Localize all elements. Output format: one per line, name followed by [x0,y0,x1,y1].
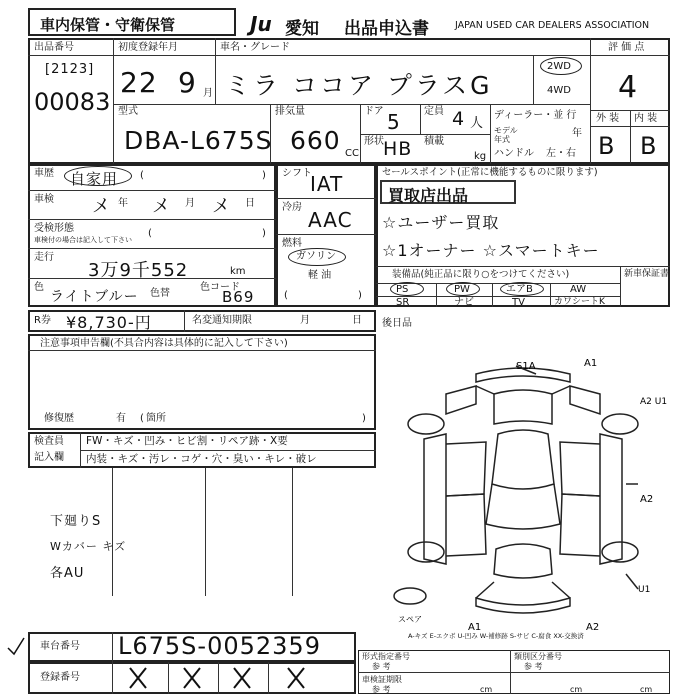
shape-label: 形状 [364,136,384,147]
rear-glass [494,544,552,578]
equip-pw: PW [454,284,470,295]
shift-label: シフト [282,168,312,179]
history-value: 自家用 [70,170,119,188]
model-code: DBA-L675S [124,126,273,155]
color-value: ライトブルー [50,289,139,305]
sales-point-1: ☆ユーザー買取 [382,213,500,232]
cm-unit-1: cm [480,685,493,694]
repair-place: 箇所 [146,413,166,424]
displacement-value: 660 [290,126,341,155]
recycle-value: ¥8,730-円 [66,313,152,332]
sales-point-label: セールスポイント(正常に機能するものに限ります) [382,167,598,178]
interior-label: 内 装 [634,113,658,124]
inspection-month-label: 月 [185,198,195,209]
repair-label: 修復歴 [44,413,74,424]
fuel-label: 燃料 [282,238,302,249]
displacement-label: 排気量 [275,106,305,117]
wheel-front-left [408,414,444,434]
km-unit: km [230,266,246,277]
cert-label: 車検証期限 [362,675,402,684]
doors-label: ドア [364,106,384,117]
diagram-a2-side: A2 [640,494,654,505]
inspection-month-mark: メ [152,196,171,217]
chassis-no-label: 車台番号 [40,641,80,652]
equip-card-key: カワシートK [554,297,605,307]
recycle-label: R券 [34,315,51,326]
reg-month: 9 [178,66,197,99]
exterior-grade: B [598,132,616,160]
diagram-u1: U1 [638,585,651,595]
interior-grade: B [640,132,658,160]
drive-4wd: 4WD [547,85,571,96]
cm-unit-2: cm [570,685,583,694]
rear-bumper [476,598,570,613]
diagram-a1-top: A1 [584,358,598,369]
reception-note: 車検付の場合は記入して下さい [34,236,132,244]
lot-bracket: [2123] [45,62,95,77]
inspection-year-mark: メ [92,196,111,217]
equip-tv: TV [512,297,525,308]
repair-yes: 有 [116,413,126,424]
ju-logo-mark: Ju [250,12,272,36]
lot-number: 00083 [34,88,111,116]
capacity-value: 4 [452,108,466,130]
spare-label: スペア [398,615,422,624]
load-label: 積載 [424,136,444,147]
defect-line-3: 各AU [50,566,85,581]
capacity-label: 定員 [424,106,444,117]
cooling-value: AAC [308,208,353,232]
name-change-day: 日 [352,315,362,326]
color-label: 色 [34,282,44,293]
damage-legend: A-キズ E-エクボ U-凹み W-補修跡 S-サビ C-腐食 XX-交換済 [408,632,584,640]
handle-options: 左・右 [546,148,576,159]
year-type-label: 年式 [494,135,510,144]
defect-line-2: Wカバー キズ [50,540,127,553]
shape-code-label: 形式指定番号 [362,652,410,661]
fuel-paren: ( [284,290,288,301]
spare-tire [394,588,426,604]
name-change-month: 月 [300,315,310,326]
defect-line-1: 下廻りS [50,514,102,529]
rating-value: 4 [618,70,639,105]
reg-month-suffix: 月 [203,88,213,99]
doors-value: 5 [387,110,401,134]
class-code-label: 類別区分番号 [514,652,562,661]
car-name: ミラ ココア プラスG [225,71,493,100]
equip-airbag-circle [500,282,544,296]
equip-airbag: エアB [506,284,533,295]
ref-label-3: 参 考 [372,685,391,694]
model-code-label: 型式 [118,106,138,117]
repair-paren-close: ) [362,413,366,424]
handle-label: ハンドル [494,148,534,159]
rating-label: 評 価 点 [608,42,645,53]
roof [492,430,554,489]
reg-no-label: 登録番号 [40,672,80,683]
history-paren: ( [140,170,144,181]
warranty-label: 新車保証書 [624,269,670,279]
equip-navi: ナビ [454,297,474,308]
storage-badge-text: 車内保管・守衛保管 [40,16,176,34]
left-side-panel [424,434,446,564]
cc-unit: CC [345,148,359,159]
model-name-label: 車名・グレード [220,42,290,53]
equipment-label: 装備品(純正品に限り○をつけてください) [392,269,570,280]
lot-no-label: 出品番号 [34,42,74,53]
diagram-s1a: S1A [516,361,536,372]
document-title: 出品申込書 [344,19,429,39]
org-name-english: JAPAN USED CAR DEALERS ASSOCIATION [455,20,650,31]
ref-label-1: 参 考 [372,662,391,671]
equip-aw: AW [570,284,587,295]
reg-no-crosses [112,662,356,694]
mileage-label: 走行 [34,252,54,263]
name-change-label: 名変通知期限 [192,315,252,326]
capacity-unit: 人 [470,116,484,131]
diagram-a2u1: A2 U1 [640,397,668,407]
drive-2wd: 2WD [547,61,571,72]
mileage-value: 3万9千552 [88,260,189,281]
first-reg-label: 初度登録年月 [118,42,178,53]
history-paren-close: ) [262,170,266,181]
color-change-label: 色替 [150,288,170,299]
wheel-front-right [602,414,638,434]
inspection-year-label: 年 [118,198,128,209]
ref-label-2: 参 考 [524,662,543,671]
reception-paren: ( [148,228,152,239]
checkmark-icon [6,636,26,658]
model-year-nen: 年 [572,128,582,139]
body-left-side [446,386,476,414]
equip-ps: PS [396,284,409,295]
right-side-panel [600,434,622,564]
diagram-a1-bottom: A1 [468,622,482,633]
dealer-label: ディーラー・並 行 [494,110,577,121]
inspection-day-label: 日 [245,198,255,209]
org-name: 愛知 [285,19,319,39]
shape-value: HB [383,138,413,160]
chassis-no-value: L675S-0052359 [118,632,321,660]
inspector-label: 検査員 [34,436,64,447]
storage-badge [28,8,236,36]
color-code: B69 [222,288,255,306]
equip-pw-circle [446,282,480,296]
reception-label: 受検形態 [34,223,74,234]
org-logo [250,12,272,36]
equip-ps-circle [390,282,424,296]
repair-paren: ( [140,413,144,424]
diagram-a2-bottom: A2 [586,622,600,633]
after-date-label: 後日品 [382,318,412,329]
fw-row: FW・キズ・凹み・ヒビ割・リペア跡・X要 [86,435,288,447]
reception-paren-close: ) [262,228,266,239]
reg-year: 22 [120,66,158,99]
car-damage-diagram [376,334,670,664]
sales-point-2: ☆1オーナー ☆スマートキー [382,241,600,260]
shop-title: 買取店出品 [388,186,469,205]
notes-label: 注意事項申告欄(不具合内容は具体的に記入して下さい) [40,338,288,349]
exterior-label: 外 装 [596,113,620,124]
hood [494,390,552,424]
cooling-label: 冷房 [282,202,302,213]
entry-label: 記入欄 [34,452,64,463]
fuel-diesel: 軽 油 [308,270,332,281]
equip-sr: SR [396,297,410,308]
fuel-paren-close: ) [358,290,362,301]
color-code-label: 色コード [200,282,240,293]
history-label: 車歴 [34,168,54,179]
fuel-gasoline: ガソリン [296,251,336,262]
interior-row: 内装・キズ・汚レ・コゲ・穴・臭い・キレ・破レ [86,453,317,465]
inspection-day-mark: メ [212,196,231,217]
shift-value: IAT [310,172,344,196]
kg-unit: kg [474,151,487,162]
cm-unit-3: cm [640,685,653,694]
inspection-label: 車検 [34,194,54,205]
model-year-label: モデル [494,126,518,135]
